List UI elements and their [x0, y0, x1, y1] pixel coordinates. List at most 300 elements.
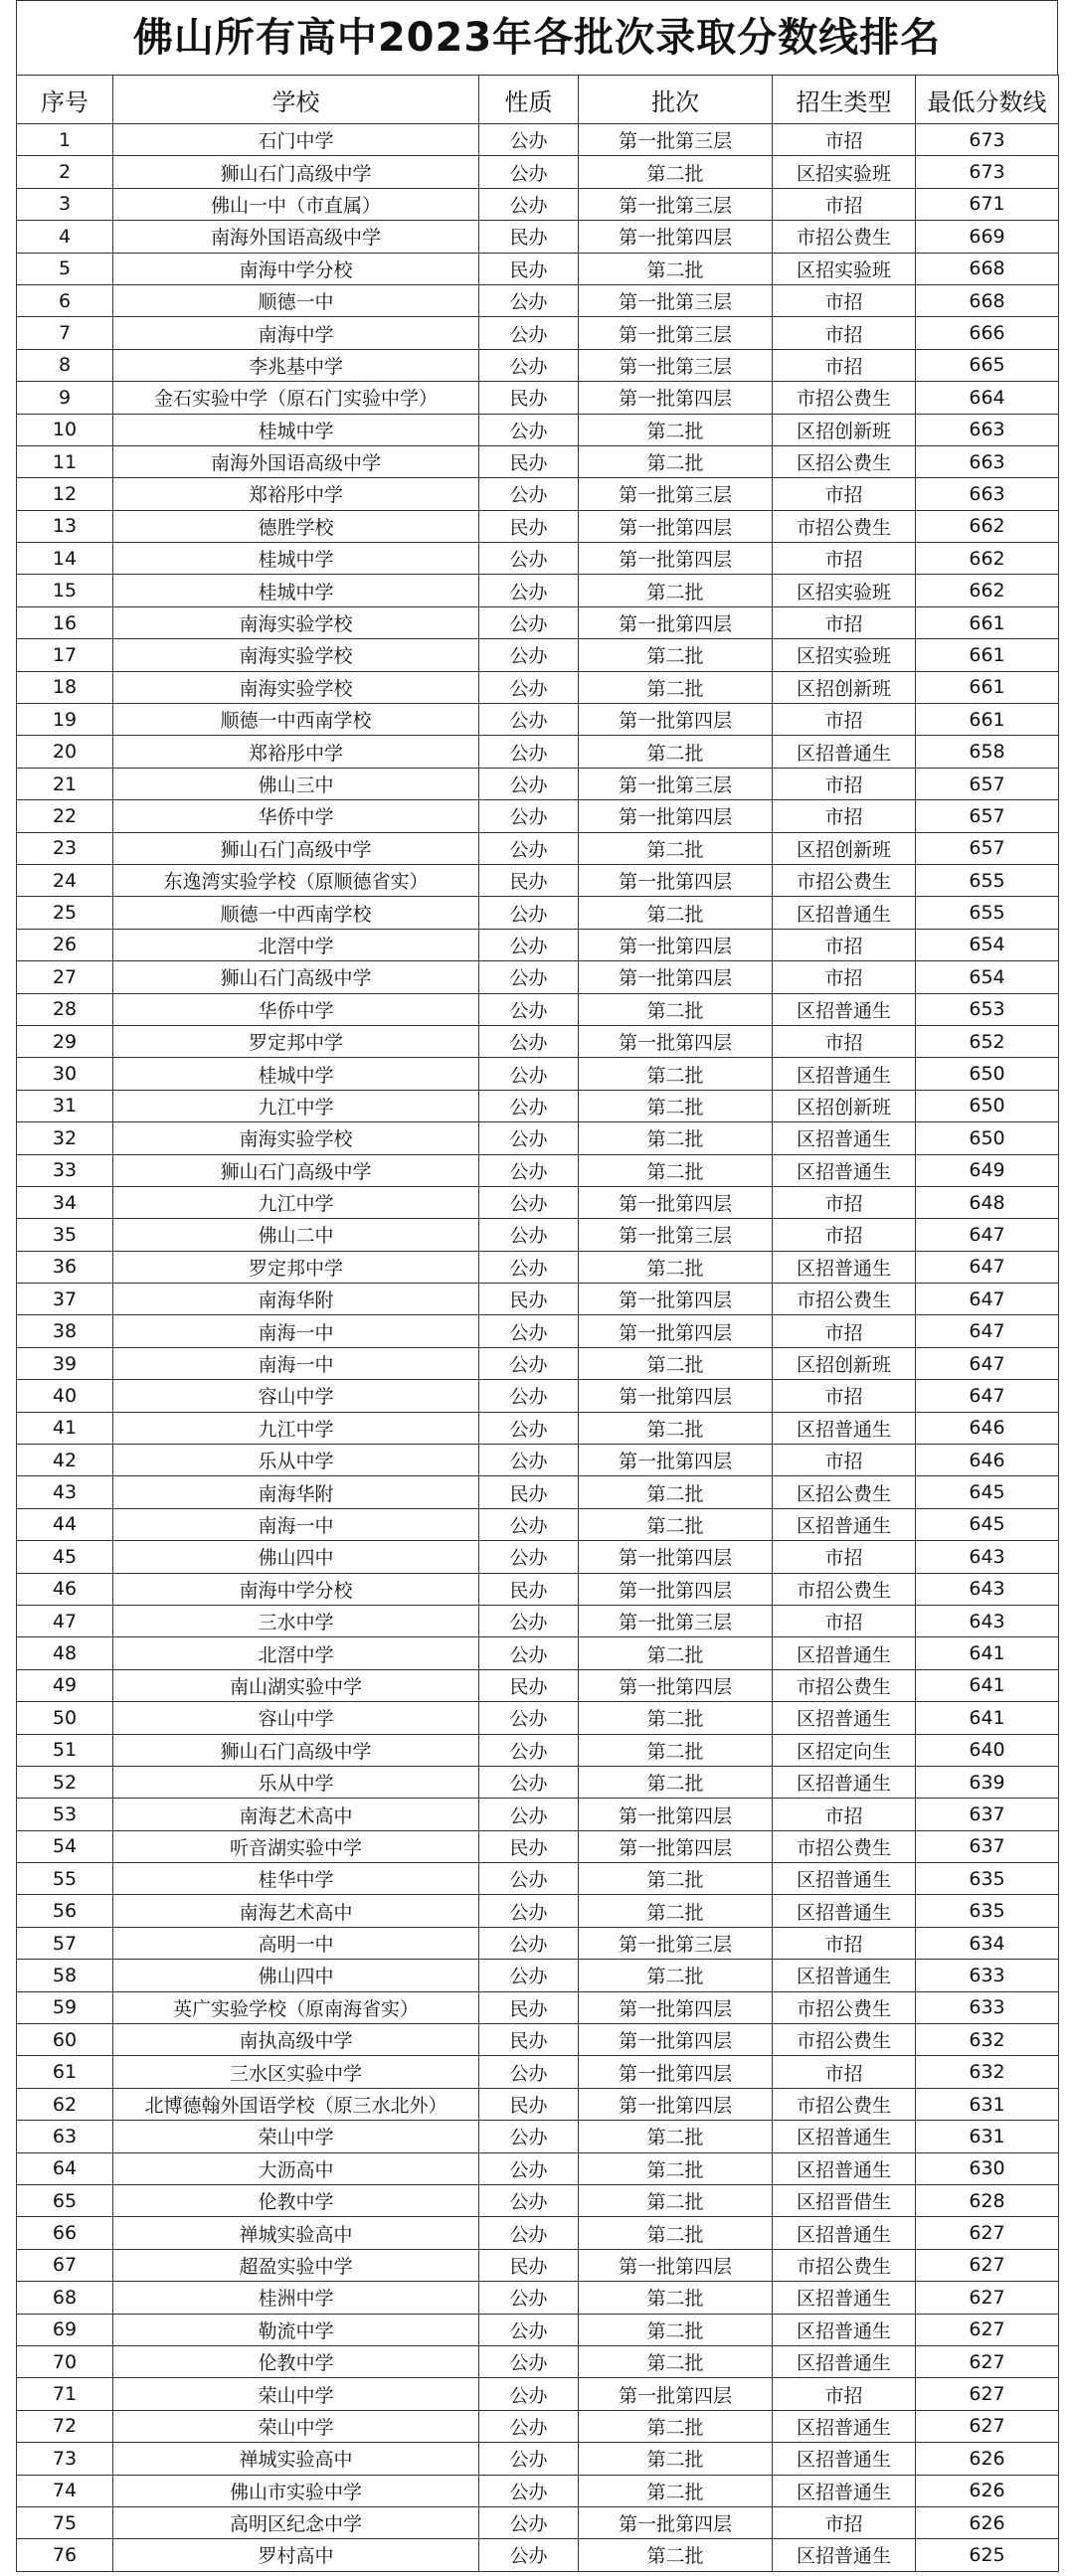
cell-batch: 第二批 — [579, 1702, 773, 1734]
cell-enroll-type: 区招普通生 — [773, 1122, 916, 1154]
cell-batch: 第二批 — [579, 1090, 773, 1121]
cell-enroll-type: 区招普通生 — [773, 1637, 916, 1669]
cell-min-score: 631 — [916, 2121, 1059, 2152]
cell-nature: 公办 — [479, 2475, 579, 2506]
cell-batch: 第一批第三层 — [579, 478, 773, 510]
cell-batch: 第二批 — [579, 1734, 773, 1766]
cell-enroll-type: 区招普通生 — [773, 2121, 916, 2152]
table-row — [17, 2024, 1059, 2056]
cell-school: 罗定邦中学 — [113, 1025, 479, 1057]
cell-batch: 第一批第三层 — [579, 349, 773, 381]
cell-index: 1 — [17, 124, 113, 156]
cell-school: 南执高级中学 — [113, 2024, 479, 2056]
cell-school: 南山湖实验中学 — [113, 1669, 479, 1701]
cell-school: 桂城中学 — [113, 575, 479, 606]
cell-enroll-type: 市招公费生 — [773, 221, 916, 253]
cell-min-score: 647 — [916, 1219, 1059, 1251]
cell-index: 56 — [17, 1895, 113, 1927]
table-row — [17, 1927, 1059, 1959]
table-row — [17, 704, 1059, 736]
cell-nature: 公办 — [479, 1799, 579, 1830]
cell-enroll-type: 市招 — [773, 2056, 916, 2088]
cell-school: 桂城中学 — [113, 1058, 479, 1090]
cell-enroll-type: 市招 — [773, 1541, 916, 1573]
cell-nature: 民办 — [479, 864, 579, 896]
cell-enroll-type: 市招公费生 — [773, 1669, 916, 1701]
cell-nature: 公办 — [479, 639, 579, 671]
table-row — [17, 671, 1059, 703]
cell-batch: 第一批第四层 — [579, 1573, 773, 1605]
cell-batch: 第一批第四层 — [579, 800, 773, 832]
cell-nature: 公办 — [479, 1058, 579, 1090]
cell-batch: 第二批 — [579, 1058, 773, 1090]
table-row — [17, 832, 1059, 864]
cell-index: 69 — [17, 2314, 113, 2345]
cell-batch: 第一批第四层 — [579, 2378, 773, 2410]
cell-min-score: 650 — [916, 1058, 1059, 1090]
cell-school: 金石实验中学（原石门实验中学） — [113, 382, 479, 414]
cell-school: 南海实验学校 — [113, 606, 479, 638]
cell-nature: 公办 — [479, 575, 579, 606]
cell-enroll-type: 区招普通生 — [773, 1154, 916, 1186]
cell-min-score: 641 — [916, 1702, 1059, 1734]
cell-nature: 公办 — [479, 2345, 579, 2377]
cell-nature: 民办 — [479, 510, 579, 542]
cell-batch: 第二批 — [579, 639, 773, 671]
cell-index: 13 — [17, 510, 113, 542]
cell-nature: 公办 — [479, 768, 579, 799]
cell-enroll-type: 市招 — [773, 929, 916, 960]
table-row — [17, 1702, 1059, 1734]
cell-school: 荣山中学 — [113, 2121, 479, 2152]
cell-nature: 公办 — [479, 1315, 579, 1347]
cell-batch: 第一批第三层 — [579, 1927, 773, 1959]
cell-nature: 公办 — [479, 993, 579, 1025]
cell-batch: 第二批 — [579, 575, 773, 606]
cell-nature: 公办 — [479, 1766, 579, 1798]
table-row — [17, 382, 1059, 414]
cell-batch: 第二批 — [579, 1476, 773, 1508]
cell-batch: 第二批 — [579, 1251, 773, 1283]
cell-min-score: 665 — [916, 349, 1059, 381]
cell-enroll-type: 区招创新班 — [773, 832, 916, 864]
cell-school: 佛山四中 — [113, 1960, 479, 1991]
table-row — [17, 1863, 1059, 1895]
cell-min-score: 647 — [916, 1251, 1059, 1283]
table-row — [17, 349, 1059, 381]
cell-batch: 第二批 — [579, 2475, 773, 2506]
cell-nature: 公办 — [479, 1541, 579, 1573]
table-row — [17, 1315, 1059, 1347]
cell-school: 三水区实验中学 — [113, 2056, 479, 2088]
table-row — [17, 2506, 1059, 2538]
table-row — [17, 1637, 1059, 1669]
cell-school: 乐从中学 — [113, 1445, 479, 1476]
cell-index: 63 — [17, 2121, 113, 2152]
cell-index: 15 — [17, 575, 113, 606]
cell-nature: 民办 — [479, 221, 579, 253]
cell-enroll-type: 区招普通生 — [773, 2345, 916, 2377]
cell-index: 9 — [17, 382, 113, 414]
cell-batch: 第一批第三层 — [579, 768, 773, 799]
cell-school: 南海一中 — [113, 1315, 479, 1347]
cell-min-score: 663 — [916, 414, 1059, 445]
cell-school: 罗定邦中学 — [113, 1251, 479, 1283]
header-batch: 批次 — [579, 76, 773, 124]
cell-batch: 第二批 — [579, 2345, 773, 2377]
cell-batch: 第一批第四层 — [579, 2506, 773, 2538]
header-min-score: 最低分数线 — [916, 76, 1059, 124]
cell-index: 3 — [17, 188, 113, 220]
cell-enroll-type: 区招普通生 — [773, 897, 916, 929]
cell-school: 北博德翰外国语学校（原三水北外） — [113, 2088, 479, 2120]
cell-batch: 第一批第四层 — [579, 1025, 773, 1057]
cell-enroll-type: 区招公费生 — [773, 445, 916, 477]
cell-index: 11 — [17, 445, 113, 477]
cell-index: 36 — [17, 1251, 113, 1283]
table-row — [17, 736, 1059, 768]
table-row — [17, 1380, 1059, 1412]
cell-batch: 第一批第四层 — [579, 543, 773, 575]
cell-index: 14 — [17, 543, 113, 575]
cell-enroll-type: 市招 — [773, 768, 916, 799]
cell-nature: 公办 — [479, 2378, 579, 2410]
cell-school: 大沥高中 — [113, 2152, 479, 2184]
cell-min-score: 643 — [916, 1573, 1059, 1605]
table-row — [17, 1734, 1059, 1766]
cell-enroll-type: 市招 — [773, 124, 916, 156]
cell-index: 51 — [17, 1734, 113, 1766]
cell-batch: 第二批 — [579, 1508, 773, 1540]
cell-nature: 公办 — [479, 704, 579, 736]
cell-min-score: 650 — [916, 1122, 1059, 1154]
cell-school: 南海实验学校 — [113, 671, 479, 703]
table-row — [17, 1960, 1059, 1991]
cell-nature: 公办 — [479, 1702, 579, 1734]
cell-enroll-type: 区招普通生 — [773, 993, 916, 1025]
cell-enroll-type: 市招公费生 — [773, 2249, 916, 2281]
cell-index: 19 — [17, 704, 113, 736]
cell-batch: 第二批 — [579, 832, 773, 864]
cell-enroll-type: 区招普通生 — [773, 2152, 916, 2184]
cell-min-score: 641 — [916, 1669, 1059, 1701]
cell-enroll-type: 市招公费生 — [773, 864, 916, 896]
cell-nature: 公办 — [479, 1412, 579, 1444]
cell-min-score: 671 — [916, 188, 1059, 220]
cell-batch: 第二批 — [579, 671, 773, 703]
table-row — [17, 1347, 1059, 1379]
cell-min-score: 628 — [916, 2185, 1059, 2217]
table-row — [17, 221, 1059, 253]
cell-index: 30 — [17, 1058, 113, 1090]
header-index: 序号 — [17, 76, 113, 124]
cell-enroll-type: 市招 — [773, 2506, 916, 2538]
table-row — [17, 2539, 1059, 2571]
cell-nature: 公办 — [479, 124, 579, 156]
cell-nature: 公办 — [479, 832, 579, 864]
cell-batch: 第二批 — [579, 445, 773, 477]
cell-index: 28 — [17, 993, 113, 1025]
table-row — [17, 1605, 1059, 1636]
cell-batch: 第二批 — [579, 1412, 773, 1444]
cell-batch: 第一批第四层 — [579, 1991, 773, 2023]
cell-min-score: 663 — [916, 445, 1059, 477]
cell-min-score: 657 — [916, 800, 1059, 832]
cell-index: 21 — [17, 768, 113, 799]
table-row — [17, 188, 1059, 220]
cell-school: 狮山石门高级中学 — [113, 832, 479, 864]
cell-school: 南海一中 — [113, 1347, 479, 1379]
cell-nature: 公办 — [479, 1637, 579, 1669]
header-enroll-type: 招生类型 — [773, 76, 916, 124]
cell-index: 18 — [17, 671, 113, 703]
cell-min-score: 625 — [916, 2539, 1059, 2571]
table-row — [17, 543, 1059, 575]
cell-nature: 公办 — [479, 897, 579, 929]
cell-school: 英广实验学校（原南海省实） — [113, 1991, 479, 2023]
cell-index: 44 — [17, 1508, 113, 1540]
cell-index: 53 — [17, 1799, 113, 1830]
table-row — [17, 2345, 1059, 2377]
cell-min-score: 645 — [916, 1508, 1059, 1540]
cell-enroll-type: 市招 — [773, 2378, 916, 2410]
cell-school: 南海艺术高中 — [113, 1799, 479, 1830]
cell-index: 71 — [17, 2378, 113, 2410]
table-row — [17, 2314, 1059, 2345]
cell-enroll-type: 市招公费生 — [773, 1284, 916, 1315]
cell-min-score: 627 — [916, 2345, 1059, 2377]
cell-batch: 第二批 — [579, 2443, 773, 2475]
cell-index: 27 — [17, 961, 113, 993]
cell-nature: 公办 — [479, 671, 579, 703]
page-title: 佛山所有高中2023年各批次录取分数线排名 — [16, 0, 1058, 75]
cell-nature: 公办 — [479, 2121, 579, 2152]
cell-index: 49 — [17, 1669, 113, 1701]
cell-enroll-type: 市招 — [773, 317, 916, 349]
cell-min-score: 652 — [916, 1025, 1059, 1057]
cell-batch: 第一批第四层 — [579, 1315, 773, 1347]
cell-nature: 公办 — [479, 1154, 579, 1186]
cell-min-score: 649 — [916, 1154, 1059, 1186]
cell-school: 郑裕彤中学 — [113, 736, 479, 768]
cell-min-score: 661 — [916, 704, 1059, 736]
cell-index: 74 — [17, 2475, 113, 2506]
cell-min-score: 650 — [916, 1090, 1059, 1121]
cell-enroll-type: 区招普通生 — [773, 1058, 916, 1090]
cell-index: 60 — [17, 2024, 113, 2056]
cell-enroll-type: 区招晋借生 — [773, 2185, 916, 2217]
cell-index: 54 — [17, 1830, 113, 1862]
cell-enroll-type: 市招 — [773, 1186, 916, 1218]
cell-nature: 民办 — [479, 1573, 579, 1605]
cell-enroll-type: 区招实验班 — [773, 639, 916, 671]
cell-min-score: 641 — [916, 1637, 1059, 1669]
table-row — [17, 1508, 1059, 1540]
table-row — [17, 1541, 1059, 1573]
cell-school: 郑裕彤中学 — [113, 478, 479, 510]
cell-nature: 公办 — [479, 1347, 579, 1379]
cell-nature: 民办 — [479, 1476, 579, 1508]
table-row — [17, 2249, 1059, 2281]
cell-nature: 公办 — [479, 2282, 579, 2314]
cell-nature: 公办 — [479, 543, 579, 575]
cell-batch: 第一批第四层 — [579, 2024, 773, 2056]
cell-nature: 民办 — [479, 2024, 579, 2056]
cell-batch: 第一批第四层 — [579, 1669, 773, 1701]
cell-school: 顺德一中西南学校 — [113, 704, 479, 736]
cell-index: 32 — [17, 1122, 113, 1154]
cell-min-score: 673 — [916, 124, 1059, 156]
cell-nature: 民办 — [479, 1991, 579, 2023]
cell-min-score: 668 — [916, 253, 1059, 284]
cell-batch: 第一批第四层 — [579, 1380, 773, 1412]
cell-enroll-type: 区招普通生 — [773, 1960, 916, 1991]
cell-min-score: 627 — [916, 2249, 1059, 2281]
cell-min-score: 632 — [916, 2024, 1059, 2056]
cell-nature: 公办 — [479, 1863, 579, 1895]
cell-index: 10 — [17, 414, 113, 445]
cell-index: 4 — [17, 221, 113, 253]
cell-school: 南海中学分校 — [113, 253, 479, 284]
cell-school: 佛山三中 — [113, 768, 479, 799]
cell-index: 25 — [17, 897, 113, 929]
cell-batch: 第一批第四层 — [579, 864, 773, 896]
cell-nature: 公办 — [479, 1605, 579, 1636]
cell-nature: 民办 — [479, 253, 579, 284]
cell-min-score: 654 — [916, 961, 1059, 993]
cell-nature: 公办 — [479, 929, 579, 960]
cell-enroll-type: 市招 — [773, 188, 916, 220]
table-row — [17, 606, 1059, 638]
cell-index: 5 — [17, 253, 113, 284]
table-row — [17, 1830, 1059, 1862]
cell-min-score: 669 — [916, 221, 1059, 253]
cell-batch: 第二批 — [579, 2152, 773, 2184]
cell-enroll-type: 区招普通生 — [773, 2217, 916, 2249]
cell-school: 容山中学 — [113, 1380, 479, 1412]
cell-index: 29 — [17, 1025, 113, 1057]
cell-enroll-type: 区招普通生 — [773, 1702, 916, 1734]
cell-min-score: 663 — [916, 478, 1059, 510]
cell-enroll-type: 市招 — [773, 543, 916, 575]
cell-enroll-type: 区招定向生 — [773, 1734, 916, 1766]
cell-index: 34 — [17, 1186, 113, 1218]
cell-school: 高明区纪念中学 — [113, 2506, 479, 2538]
cell-batch: 第二批 — [579, 1863, 773, 1895]
table-row — [17, 2410, 1059, 2442]
cell-batch: 第一批第四层 — [579, 221, 773, 253]
cell-school: 东逸湾实验学校（原顺德省实） — [113, 864, 479, 896]
cell-school: 桂洲中学 — [113, 2282, 479, 2314]
cell-nature: 民办 — [479, 445, 579, 477]
cell-min-score: 627 — [916, 2282, 1059, 2314]
table-row — [17, 2475, 1059, 2506]
cell-nature: 公办 — [479, 1734, 579, 1766]
cell-school: 听音湖实验中学 — [113, 1830, 479, 1862]
cell-min-score: 654 — [916, 929, 1059, 960]
cell-index: 64 — [17, 2152, 113, 2184]
cell-school: 九江中学 — [113, 1412, 479, 1444]
cell-batch: 第二批 — [579, 2282, 773, 2314]
cell-min-score: 647 — [916, 1315, 1059, 1347]
table-row — [17, 1445, 1059, 1476]
cell-nature: 民办 — [479, 382, 579, 414]
cell-enroll-type: 市招公费生 — [773, 2088, 916, 2120]
cell-min-score: 632 — [916, 2056, 1059, 2088]
cell-nature: 公办 — [479, 1025, 579, 1057]
cell-min-score: 645 — [916, 1476, 1059, 1508]
cell-enroll-type: 区招普通生 — [773, 2475, 916, 2506]
cell-index: 66 — [17, 2217, 113, 2249]
cell-school: 伦教中学 — [113, 2345, 479, 2377]
table-row — [17, 253, 1059, 284]
cell-batch: 第一批第四层 — [579, 961, 773, 993]
cell-batch: 第一批第四层 — [579, 510, 773, 542]
cell-min-score: 637 — [916, 1799, 1059, 1830]
cell-nature: 公办 — [479, 1251, 579, 1283]
cell-nature: 公办 — [479, 1090, 579, 1121]
cell-batch: 第一批第四层 — [579, 2056, 773, 2088]
cell-batch: 第一批第四层 — [579, 1799, 773, 1830]
cell-nature: 民办 — [479, 1830, 579, 1862]
cell-enroll-type: 市招 — [773, 704, 916, 736]
cell-min-score: 626 — [916, 2475, 1059, 2506]
table-row — [17, 1090, 1059, 1121]
cell-min-score: 637 — [916, 1830, 1059, 1862]
cell-min-score: 648 — [916, 1186, 1059, 1218]
table-row — [17, 1573, 1059, 1605]
table-row — [17, 1412, 1059, 1444]
cell-index: 52 — [17, 1766, 113, 1798]
cell-enroll-type: 市招 — [773, 1799, 916, 1830]
cell-enroll-type: 区招普通生 — [773, 1863, 916, 1895]
cell-min-score: 664 — [916, 382, 1059, 414]
cell-nature: 公办 — [479, 188, 579, 220]
cell-school: 南海外国语高级中学 — [113, 221, 479, 253]
cell-nature: 公办 — [479, 2506, 579, 2538]
table-row — [17, 156, 1059, 188]
cell-school: 荣山中学 — [113, 2410, 479, 2442]
cell-enroll-type: 区招普通生 — [773, 1412, 916, 1444]
cell-nature: 公办 — [479, 478, 579, 510]
cell-batch: 第二批 — [579, 736, 773, 768]
cell-min-score: 673 — [916, 156, 1059, 188]
cell-min-score: 647 — [916, 1347, 1059, 1379]
cell-min-score: 635 — [916, 1863, 1059, 1895]
cell-school: 勒流中学 — [113, 2314, 479, 2345]
cell-index: 31 — [17, 1090, 113, 1121]
table-row — [17, 2443, 1059, 2475]
cell-index: 7 — [17, 317, 113, 349]
table-row — [17, 2217, 1059, 2249]
cell-min-score: 661 — [916, 671, 1059, 703]
table-row — [17, 575, 1059, 606]
cell-batch: 第二批 — [579, 993, 773, 1025]
table-row — [17, 1284, 1059, 1315]
cell-index: 33 — [17, 1154, 113, 1186]
cell-nature: 公办 — [479, 606, 579, 638]
cell-nature: 公办 — [479, 2217, 579, 2249]
table-row — [17, 2088, 1059, 2120]
cell-min-score: 647 — [916, 1380, 1059, 1412]
cell-school: 禅城实验高中 — [113, 2217, 479, 2249]
cell-batch: 第二批 — [579, 1766, 773, 1798]
cell-enroll-type: 市招 — [773, 1605, 916, 1636]
table-row — [17, 768, 1059, 799]
cell-index: 48 — [17, 1637, 113, 1669]
cell-index: 72 — [17, 2410, 113, 2442]
cell-index: 73 — [17, 2443, 113, 2475]
